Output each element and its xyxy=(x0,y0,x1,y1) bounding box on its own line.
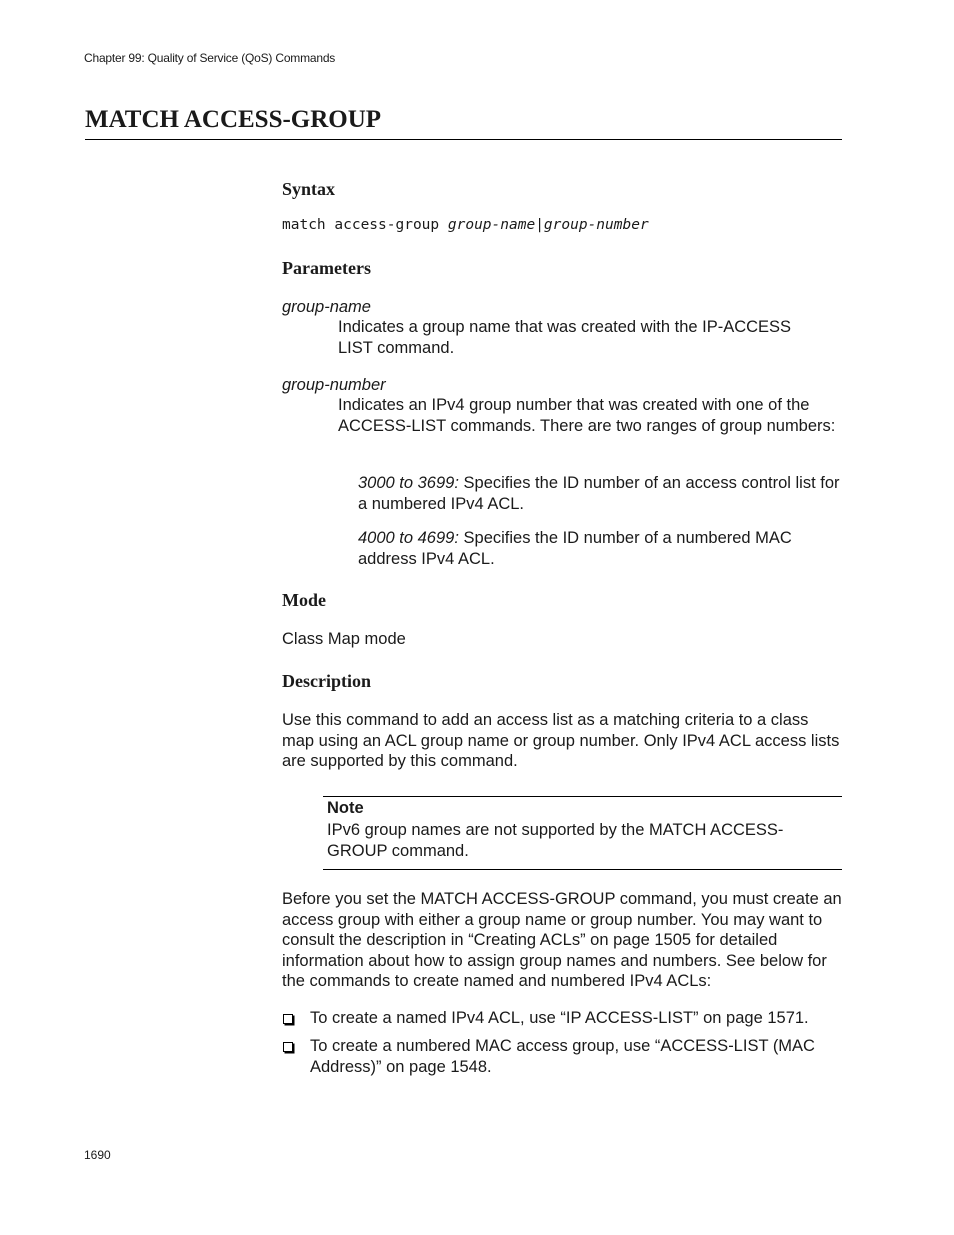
note-text: IPv6 group names are not supported by the MATCH ACCESS-GROUP command. xyxy=(327,821,784,860)
mode-text: Class Map mode xyxy=(282,630,406,648)
syntax-arg-group-number: group-number xyxy=(543,217,649,233)
description-paragraph: Before you set the MATCH ACCESS-GROUP command, you must create an access group with either a group name or group number. You may want to consult the description in “Creating ACLs” on page 1505 for detailed information about how to assign group names and numbers. See below for the commands to create named and numbered IPv4 ACLs: xyxy=(282,890,842,990)
list-item: To create a numbered MAC access group, use “ACCESS-LIST (MAC Address)” on page 1548. xyxy=(310,1037,815,1076)
note-label: Note xyxy=(327,799,364,817)
param-name-group-name: group-name xyxy=(282,298,371,316)
checkbox-bullet-icon xyxy=(283,1042,293,1052)
range-label: 4000 to 4699: xyxy=(358,529,459,547)
range-item xyxy=(358,473,842,514)
checkbox-bullet-icon xyxy=(283,1014,293,1024)
page-number: 1690 xyxy=(84,1148,111,1162)
note-top-rule xyxy=(323,796,842,797)
param-desc-group-number: Indicates an IPv4 group number that was created with one of the ACCESS-LIST commands. There are two ranges of group numbers: xyxy=(338,396,836,435)
syntax-separator: | xyxy=(535,217,544,233)
mode-heading: Mode xyxy=(282,590,326,610)
description-heading: Description xyxy=(282,671,371,691)
range-label: 3000 to 3699: xyxy=(358,474,459,492)
parameters-heading: Parameters xyxy=(282,258,371,278)
list-item: To create a named IPv4 ACL, use “IP ACCESS-LIST” on page 1571. xyxy=(310,1009,809,1027)
syntax-arg-group-name: group-name xyxy=(447,217,536,233)
range-text: Specifies the ID number of a numbered MAC address IPv4 ACL. xyxy=(358,529,792,568)
range-item xyxy=(358,528,828,569)
param-name-group-number: group-number xyxy=(282,376,386,394)
page-title: MATCH ACCESS-GROUP xyxy=(85,106,382,133)
syntax-line xyxy=(282,217,649,233)
syntax-command: match access-group xyxy=(282,217,448,233)
running-header: Chapter 99: Quality of Service (QoS) Commands xyxy=(84,51,336,65)
syntax-heading: Syntax xyxy=(282,179,336,199)
title-rule xyxy=(85,139,842,140)
note-bottom-rule xyxy=(323,869,842,870)
param-desc-group-name: Indicates a group name that was created with the IP-ACCESS LIST command. xyxy=(338,318,792,357)
description-paragraph: Use this command to add an access list as a matching criteria to a class map using an ACL group name or group number. Only IPv4 ACL access lists are supported by this command. xyxy=(282,711,840,770)
range-text: Specifies the ID number of an access control list for a numbered IPv4 ACL. xyxy=(358,474,840,513)
